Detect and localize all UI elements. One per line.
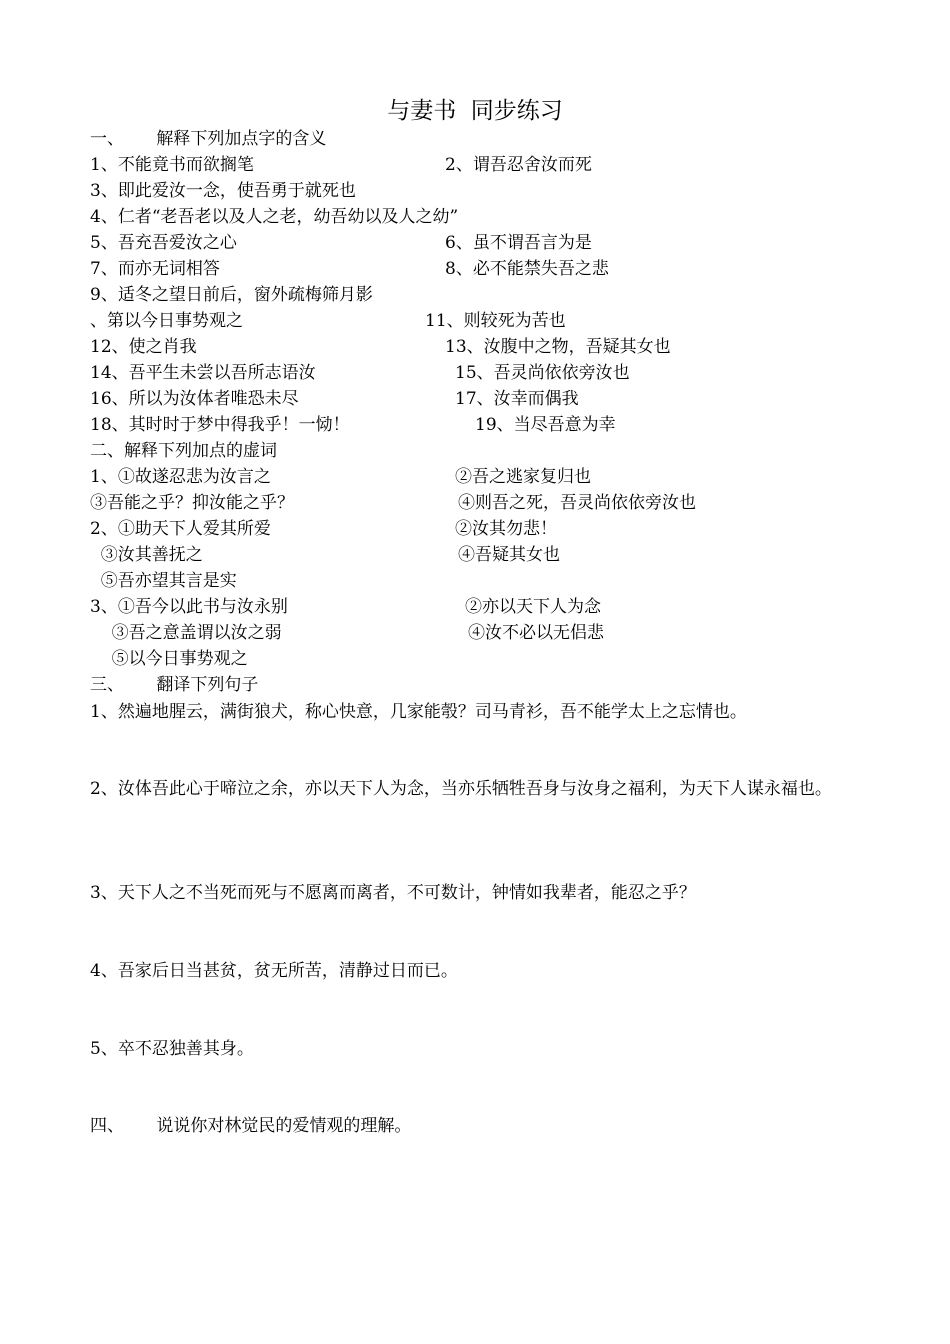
s2-item: ④吾疑其女也 [458,545,560,565]
s1-row-5 [90,257,609,281]
s2-item: ②吾之逃家复归也 [455,467,591,487]
s1-row-3 [90,205,458,229]
s1-item-19: 19、当尽吾意为幸 [475,415,616,435]
s2-row-1 [90,465,591,489]
s2-item: ②亦以天下人为念 [465,597,601,617]
s2-item: 2、①助天下人爱其所爱 [90,519,271,539]
s1-item-6: 6、虽不谓吾言为是 [445,233,592,253]
s2-item: ③吾能之乎？抑汝能之乎？ [90,493,294,513]
s1-row-9 [90,361,630,385]
s2-item: ⑤以今日事势观之 [90,649,248,669]
translate-sentence-4: 4、吾家后日当甚贫，贫无所苦，清静过日而已。 [90,961,458,981]
translate-sentence-5: 5、卒不忍独善其身。 [90,1039,254,1059]
s1-item-4: 4、仁者“老吾老以及人之老，幼吾幼以及人之幼” [90,207,459,227]
translate-sentence-3: 3、天下人之不当死而死与不愿离而离者，不可数计，钟情如我辈者，能忍之乎？ [90,883,696,903]
s1-row-4 [90,231,592,255]
section4-heading: 四、 说说你对林觉民的爱情观的理解。 [90,1116,412,1136]
s1-item-16: 16、所以为汝体者唯恐未尽 [90,389,299,409]
s2-row-6 [90,595,601,619]
s1-item-10: 、第以今日事势观之 [90,311,243,331]
s2-item: ⑤吾亦望其言是实 [90,571,237,591]
s2-item: ③吾之意盖谓以汝之弱 [90,623,282,643]
s1-item-14: 14、吾平生未尝以吾所志语汝 [90,363,316,383]
s1-item-5: 5、吾充吾爱汝之心 [90,233,237,253]
page-title: 与妻书 同步练习 [387,98,563,124]
s1-row-7 [90,309,566,333]
s1-item-18: 18、其时时于梦中得我乎！一恸！ [90,415,350,435]
translate-sentence-1: 1、然遍地腥云，满街狼犬，称心快意，几家能彀？司马青衫，吾不能学太上之忘情也。 [90,702,747,722]
s2-item: ④则吾之死，吾灵尚依依旁汝也 [458,493,696,513]
s2-row-5 [90,569,237,593]
s1-item-15: 15、吾灵尚依依旁汝也 [455,363,630,383]
s1-item-12: 12、使之肖我 [90,337,197,357]
s1-item-17: 17、汝幸而偶我 [455,389,579,409]
s1-item-2: 2、谓吾忍舍汝而死 [445,155,592,175]
s2-row-7 [90,621,604,645]
s2-item: 1、①故遂忍悲为汝言之 [90,467,271,487]
section3-heading: 三、 翻译下列句子 [90,675,259,695]
s2-row-2 [90,491,696,515]
s2-item: ③汝其善抚之 [90,545,203,565]
s1-item-11: 11、则较死为苦也 [425,311,566,331]
s1-row-11 [90,413,616,437]
s1-row-6 [90,283,373,307]
s1-item-8: 8、必不能禁失吾之悲 [445,259,609,279]
s1-row-10 [90,387,579,411]
s2-item: ②汝其勿悲！ [455,519,557,539]
s2-row-3 [90,517,557,541]
section2-heading: 二、解释下列加点的虚词 [90,441,277,461]
s1-row-8 [90,335,671,359]
section1-heading: 一、 解释下列加点字的含义 [90,129,327,149]
s1-item-13: 13、汝腹中之物，吾疑其女也 [445,337,671,357]
s1-row-1 [90,153,592,177]
s2-row-8 [90,647,248,671]
s2-item: 3、①吾今以此书与汝永别 [90,597,288,617]
s2-item: ④汝不必以无侣悲 [468,623,604,643]
s1-item-9: 9、适冬之望日前后，窗外疏梅筛月影 [90,285,373,305]
s1-row-2 [90,179,356,203]
s1-item-3: 3、即此爱汝一念，使吾勇于就死也 [90,181,356,201]
s1-item-1: 1、不能竟书而欲搁笔 [90,155,254,175]
translate-sentence-2: 2、汝体吾此心于啼泣之余，亦以天下人为念，当亦乐牺牲吾身与汝身之福利，为天下人谋永福也。 [90,779,832,799]
s2-row-4 [90,543,560,567]
s1-item-7: 7、而亦无词相答 [90,259,220,279]
